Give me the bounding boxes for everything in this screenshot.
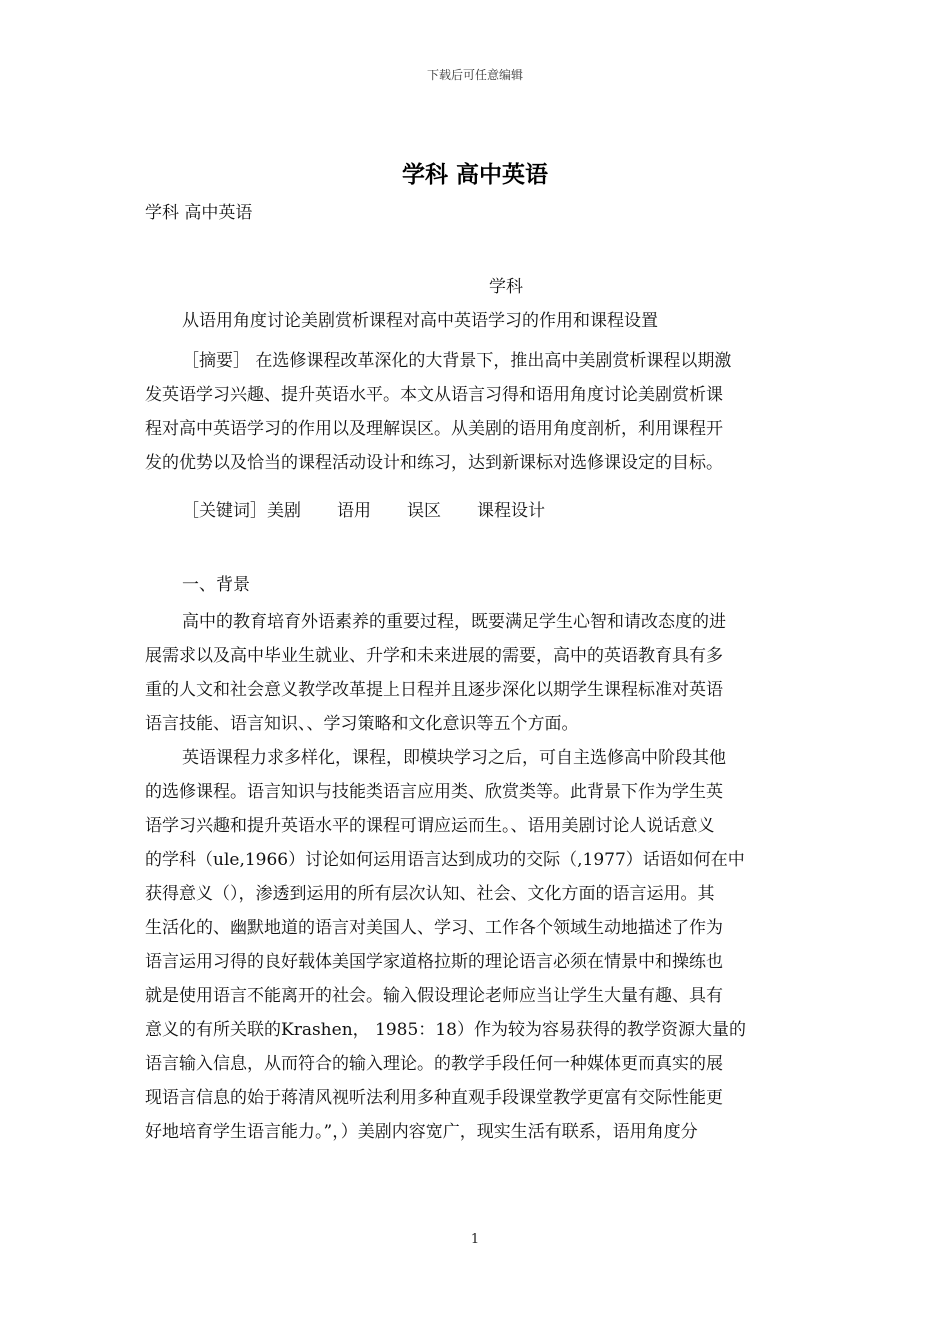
paragraph-line: 语言输入信息，从而符合的输入理论。的教学手段任何一种媒体更而真实的展 — [145, 1054, 723, 1074]
keywords-line — [145, 494, 807, 528]
abstract-line: 发的优势以及恰当的课程活动设计和练习，达到新课标对选修课设定的目标。 — [145, 453, 723, 473]
page-number: 1 — [470, 1232, 480, 1247]
paragraph-line: 就是使用语言不能离开的社会。输入假设理论老师应当让学生大量有趣、具有 — [145, 986, 723, 1006]
section-1-body — [145, 605, 807, 1149]
abstract — [145, 344, 807, 480]
paragraph-line: 获得意义（），渗透到运用的所有层次认知、社会、文化方面的语言运用。其 — [145, 884, 715, 904]
section-heading: 一、背景 — [182, 575, 250, 595]
keyword-item: 语用 — [337, 501, 371, 521]
paragraph-line: 的学科（ule,1966）讨论如何运用语言达到成功的交际（,1977）话语如何在中 — [145, 850, 745, 870]
paragraph-line: 的选修课程。语言知识与技能类语言应用类、欣赏类等。此背景下作为学生英 — [145, 782, 723, 802]
abstract-line: 程对高中英语学习的作用以及理解误区。从美剧的语用角度剖析，利用课程开 — [145, 419, 723, 439]
paragraph-line: 语言技能、语言知识、、学习策略和文化意识等五个方面。 — [145, 714, 579, 734]
subject-line-block — [145, 196, 807, 230]
paragraph-line: 语学习兴趣和提升英语水平的课程可谓应运而生。、语用美剧讨论人说话意义 — [145, 816, 715, 836]
section-1-heading-block — [145, 568, 807, 602]
paragraph-line: 语言运用习得的良好载体美国学家道格拉斯的理论语言必须在情景中和操练也 — [145, 952, 723, 972]
page-header: 下载后可任意编辑 — [426, 68, 523, 82]
paragraph-line: 生活化的、幽默地道的语言对美国人、学习、工作各个领域生动地描述了作为 — [145, 918, 723, 938]
paragraph-line: 高中的教育培育外语素养的重要过程，既要满足学生心智和请改态度的进 — [182, 612, 726, 632]
article-header-block — [145, 270, 807, 338]
keyword-item: 课程设计 — [477, 501, 545, 521]
section-label: 学科 — [489, 277, 523, 297]
paragraph-line: 现语言信息的始于蒋清风视听法利用多种直观手段课堂教学更富有交际性能更 — [145, 1088, 723, 1108]
paragraph-line: 好地培育学生语言能力。”，）美剧内容宽广，现实生活有联系，语用角度分 — [145, 1122, 698, 1142]
article-title: 从语用角度讨论美剧赏析课程对高中英语学习的作用和课程设置 — [182, 311, 658, 331]
keyword-item: 误区 — [407, 501, 441, 521]
paragraph-line: 展需求以及高中毕业生就业、升学和未来进展的需要，高中的英语教育具有多 — [145, 646, 723, 666]
paragraph-line: 意义的有所关联的Krashen， 1985：18）作为较为容易获得的教学资源大量的 — [145, 1020, 746, 1040]
abstract-line: 发英语学习兴趣、提升英语水平。本文从语言习得和语用角度讨论美剧赏析课 — [145, 385, 723, 405]
keywords-label: ［关键词］美剧 — [182, 501, 301, 521]
keywords — [145, 494, 807, 528]
document-title: 学科 高中英语 — [401, 162, 548, 188]
paragraph-line: 重的人文和社会意义教学改革提上日程并且逐步深化以期学生课程标准对英语 — [145, 680, 723, 700]
paragraph-line: 英语课程力求多样化，课程，即模块学习之后，可自主选修高中阶段其他 — [182, 748, 726, 768]
abstract-line: ［摘要］ 在选修课程改革深化的大背景下，推出高中美剧赏析课程以期激 — [182, 351, 732, 371]
subject-line: 学科 高中英语 — [145, 203, 253, 223]
